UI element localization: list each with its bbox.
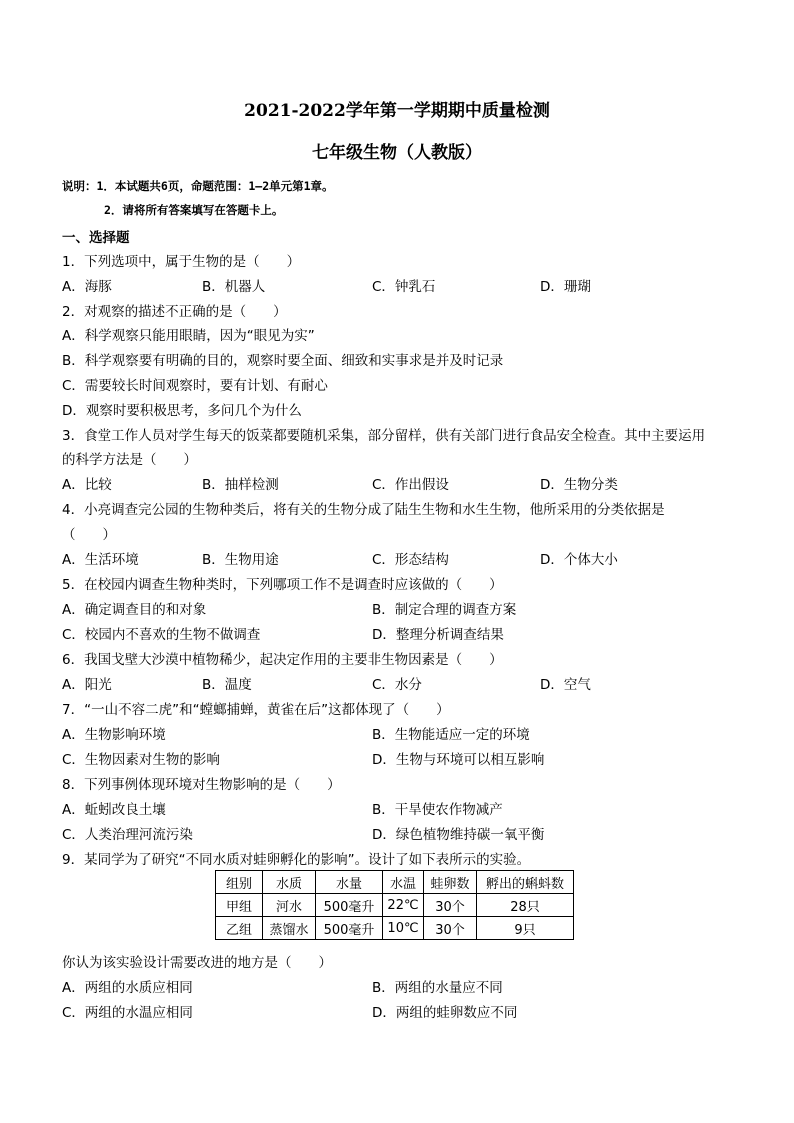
question-followup: 你认为该实验设计需要改进的地方是（ ） — [62, 955, 332, 971]
table-header-row — [216, 871, 574, 894]
table-cell: 30个 — [424, 917, 477, 940]
note-line-2: 2．请将所有答案填写在答题卡上。 — [104, 203, 284, 217]
table-cell: 500毫升 — [316, 917, 383, 940]
section-heading: 一、选择题 — [62, 230, 130, 246]
option-c: C．需要较长时间观察时，要有计划、有耐心 — [62, 378, 328, 394]
option-d: D．生物分类 — [540, 477, 618, 493]
option-d: D．两组的蛙卵数应不同 — [372, 1005, 518, 1021]
option-c: C．校园内不喜欢的生物不做调查 — [62, 627, 261, 643]
option-a: A．比较 — [62, 477, 112, 493]
option-d: D．生物与环境可以相互影响 — [372, 752, 545, 768]
question-stem: 7．“一山不容二虎”和“螳螂捕蝉，黄雀在后”这都体现了（ ） — [62, 702, 450, 718]
question-stem: 6．我国戈壁大沙漠中植物稀少，起决定作用的主要非生物因素是（ ） — [62, 652, 503, 668]
table-cell: 河水 — [263, 894, 316, 917]
option-d: D．观察时要积极思考，多问几个为什么 — [62, 403, 302, 419]
option-a: A．蚯蚓改良土壤 — [62, 802, 166, 818]
table-cell: 蒸馏水 — [263, 917, 316, 940]
table-cell: 30个 — [424, 894, 477, 917]
option-d: D．整理分析调查结果 — [372, 627, 504, 643]
question-stem: 4．小亮调查完公园的生物种类后，将有关的生物分成了陆生生物和水生生物，他所采用的分类依据是 — [62, 502, 665, 518]
table-cell: 乙组 — [216, 917, 263, 940]
option-a: A．海豚 — [62, 279, 112, 295]
question-stem: 3．食堂工作人员对学生每天的饭菜都要随机采集，部分留样，供有关部门进行食品安全检查。其中主要运用 — [62, 428, 706, 444]
question-stem: 8．下列事例体现环境对生物影响的是（ ） — [62, 777, 341, 793]
table-cell: 9只 — [477, 917, 574, 940]
table-header-cell: 水温 — [383, 871, 424, 894]
option-c: C．生物因素对生物的影响 — [62, 752, 220, 768]
question-stem-cont: （ ） — [62, 527, 116, 543]
option-a: A．生活环境 — [62, 552, 139, 568]
option-b: B．制定合理的调查方案 — [372, 602, 517, 618]
option-b: B．科学观察要有明确的目的，观察时要全面、细致和实事求是并及时记录 — [62, 353, 504, 369]
table-cell: 甲组 — [216, 894, 263, 917]
question-stem: 9．某同学为了研究“不同水质对蛙卵孵化的影响”。设计了如下表所示的实验。 — [62, 852, 531, 868]
option-b: B．干旱使农作物减产 — [372, 802, 503, 818]
option-a: A．科学观察只能用眼睛，因为“眼见为实” — [62, 328, 315, 344]
option-d: D．绿色植物维持碳一氧平衡 — [372, 827, 545, 843]
option-b: B．抽样检测 — [202, 477, 279, 493]
question-stem-cont: 的科学方法是（ ） — [62, 452, 197, 468]
table-header-cell: 水量 — [316, 871, 383, 894]
option-d: D．个体大小 — [540, 552, 618, 568]
question-stem: 2．对观察的描述不正确的是（ ） — [62, 304, 287, 320]
option-c: C．人类治理河流污染 — [62, 827, 193, 843]
option-a: A．生物影响环境 — [62, 727, 166, 743]
option-a: A．阳光 — [62, 677, 112, 693]
exam-title: 2021-2022学年第一学期期中质量检测 — [244, 101, 550, 121]
option-b: B．生物能适应一定的环境 — [372, 727, 530, 743]
question-stem: 5．在校园内调查生物种类时，下列哪项工作不是调查时应该做的（ ） — [62, 577, 503, 593]
exam-subtitle: 七年级生物（人教版） — [312, 143, 482, 163]
table-header-cell: 蛙卵数 — [424, 871, 477, 894]
question-stem: 1．下列选项中，属于生物的是（ ） — [62, 254, 301, 270]
option-d: D．珊瑚 — [540, 279, 591, 295]
option-b: B．机器人 — [202, 279, 266, 295]
option-c: C．两组的水温应相同 — [62, 1005, 193, 1021]
note-line-1: 说明：1．本试题共6页，命题范围：1—2单元第1章。 — [62, 179, 334, 193]
option-b: B．温度 — [202, 677, 252, 693]
option-a: A．两组的水质应相同 — [62, 980, 193, 996]
table-header-cell: 组别 — [216, 871, 263, 894]
option-c: C．水分 — [372, 677, 422, 693]
option-b: B．两组的水量应不同 — [372, 980, 503, 996]
table-row — [216, 917, 574, 940]
table-header-cell: 水质 — [263, 871, 316, 894]
experiment-table — [215, 870, 574, 940]
table-cell: 28只 — [477, 894, 574, 917]
table-row — [216, 894, 574, 917]
table-cell: 500毫升 — [316, 894, 383, 917]
table-cell: 10℃ — [383, 917, 424, 940]
option-c: C．钟乳石 — [372, 279, 436, 295]
option-a: A．确定调查目的和对象 — [62, 602, 207, 618]
option-c: C．形态结构 — [372, 552, 449, 568]
table-cell: 22℃ — [383, 894, 424, 917]
option-c: C．作出假设 — [372, 477, 449, 493]
option-b: B．生物用途 — [202, 552, 279, 568]
table-header-cell: 孵出的蝌蚪数 — [477, 871, 574, 894]
option-d: D．空气 — [540, 677, 591, 693]
